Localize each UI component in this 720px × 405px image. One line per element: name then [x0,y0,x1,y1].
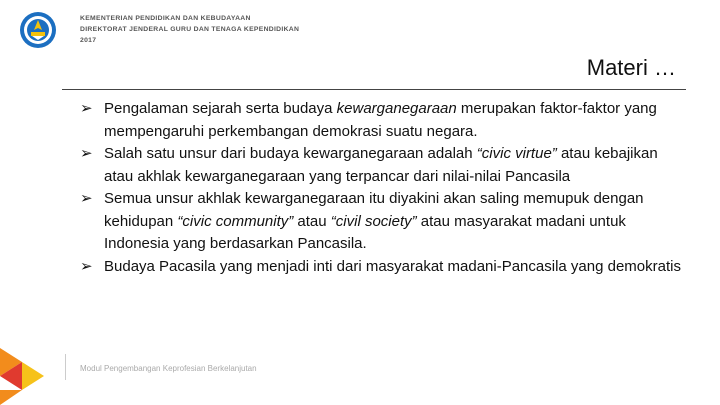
bullet-item [80,188,690,256]
arrow-bullet-icon: ➢ [80,145,93,162]
org-line-ministry: KEMENTERIAN PENDIDIKAN DAN KEBUDAYAAN [80,15,251,22]
tut-wuri-handayani-logo [18,10,58,50]
bullet-item [80,98,690,143]
org-line-directorate: DIREKTORAT JENDERAL GURU DAN TENAGA KEPENDIDIKAN [80,26,300,33]
bullet-item [80,143,690,188]
slide-title: Materi … [586,55,676,80]
footer-divider [65,354,66,380]
organization-header [80,13,299,46]
arrow-bullet-icon: ➢ [80,100,93,117]
corner-decoration [0,340,50,405]
bullet-text: Pengalaman sejarah serta budaya kewarganegaraan merupakan faktor-faktor yang mempengaruhi perkembangan demokrasi suatu negara. [104,100,657,140]
org-line-year: 2017 [80,37,97,44]
arrow-bullet-icon: ➢ [80,190,93,207]
bullet-text: Semua unsur akhlak kewarganegaraan itu diyakini akan saling memupuk dengan kehidupan “civic community” atau “civil society” atau masyarakat madani untuk Indonesia yang berdasarkan Pancasila. [104,190,644,252]
bullet-text: Budaya Pacasila yang menjadi inti dari masyarakat madani-Pancasila yang demokratis [104,257,681,275]
footer-text: Modul Pengembangan Keprofesian Berkelanjutan [80,364,257,373]
arrow-bullet-icon: ➢ [80,257,93,275]
bullet-list [80,98,690,278]
bullet-text: Salah satu unsur dari budaya kewarganegaraan adalah “civic virtue” atau kebajikan atau akhlak kewarganegaraan yang terpancar dari nilai-nilai Pancasila [104,145,658,185]
title-divider [62,89,686,90]
bullet-item [80,256,690,279]
